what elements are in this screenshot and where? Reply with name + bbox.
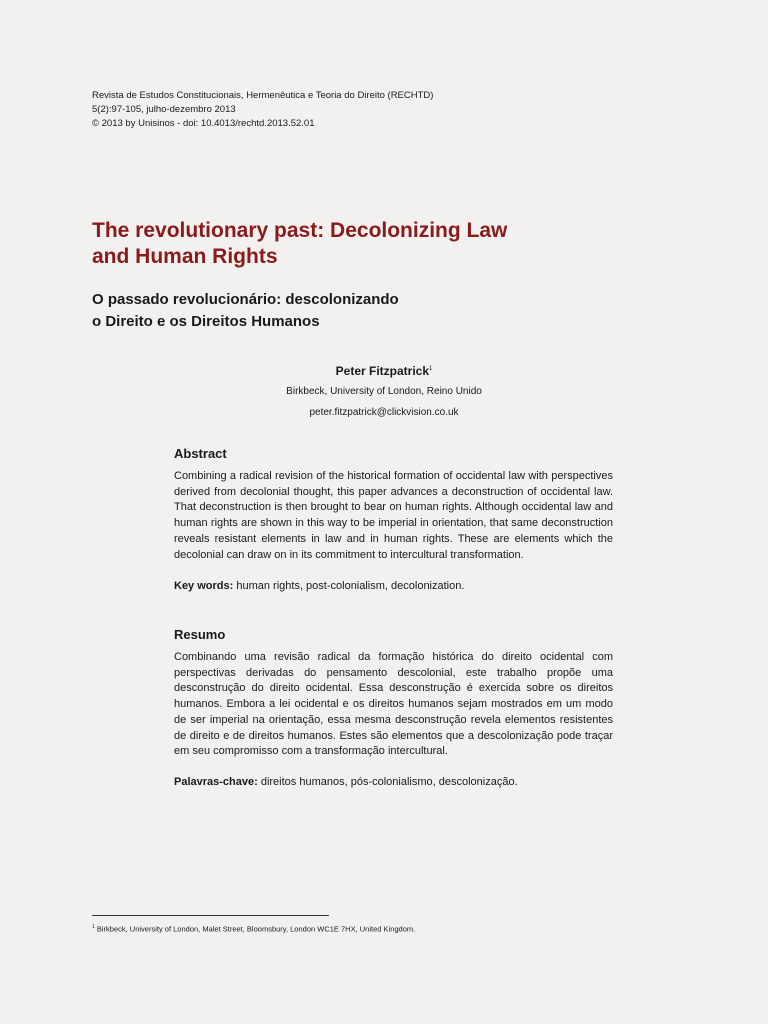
resumo-keywords-label: Palavras-chave: xyxy=(174,775,258,788)
journal-issue: 5(2):97-105, julho-dezembro 2013 xyxy=(92,104,236,115)
author-affiliation: Birkbeck, University of London, Reino Unido xyxy=(286,386,482,397)
resumo-heading: Resumo xyxy=(174,627,226,642)
resumo-section xyxy=(174,626,613,791)
abstract-keywords xyxy=(174,579,613,595)
article-subtitle-line-2: o Direito e os Direitos Humanos xyxy=(92,313,320,330)
resumo-text: Combinando uma revisão radical da formação histórica do direito ocidental com perspectivas derivadas do pensamento descolonial, este trabalho propõe uma desconstrução do direito ocidental. Essa desconstrução é exercida sobre os direitos humanos. Embora a lei ocidental e os direitos humanos sejam mostrados em um modo de ser imperial na orientação, essa mesma desconstrução revela elementos resistentes de direito e de direitos humanos. Estes são elementos que a descolonização pode traçar em seu compromisso com a transformação intercultural. xyxy=(174,651,613,758)
article-title xyxy=(92,218,612,270)
abstract-text: Combining a radical revision of the historical formation of occidental law with perspectives derived from decolonial thought, this paper advances a deconstruction of occidental law. That deconstruction is then brought to bear on human rights. Although occidental law and human rights are shown in this way to be imperial in orientation, that same deconstruction reveals resistant elements in law and in human rights. These are elements which the decolonial can draw on in its commitment to intercultural transformation. xyxy=(174,470,613,561)
journal-copyright: © 2013 by Unisinos - doi: 10.4013/rechtd.2013.52.01 xyxy=(92,118,315,129)
author-name: Peter Fitzpatrick xyxy=(335,364,430,378)
resumo-keywords-values: direitos humanos, pós-colonialismo, descolonização. xyxy=(257,775,518,788)
footnote-mark: 1 xyxy=(92,924,95,930)
author-email[interactable]: peter.fitzpatrick@clickvision.co.uk xyxy=(309,407,459,418)
author-footnote-mark: 1 xyxy=(429,366,433,372)
article-title-line-2: and Human Rights xyxy=(92,245,278,268)
abstract-keywords-label: Key words: xyxy=(174,580,234,593)
author-name-line xyxy=(92,360,676,380)
article-subtitle xyxy=(92,289,612,333)
journal-header xyxy=(92,89,433,131)
footnote-divider xyxy=(92,915,329,916)
footnote-text: Birkbeck, University of London, Malet Street, Bloomsbury, London WC1E 7HX, United Kingdom. xyxy=(94,924,416,934)
footnote xyxy=(92,922,415,935)
journal-name: Revista de Estudos Constitucionais, Hermenêutica e Teoria do Direito (RECHTD) xyxy=(92,90,434,101)
article-title-line-1: The revolutionary past: Decolonizing Law xyxy=(92,219,508,242)
article-subtitle-line-1: O passado revolucionário: descolonizando xyxy=(92,291,399,308)
resumo-keywords xyxy=(174,775,613,791)
abstract-keywords-values: human rights, post-colonialism, decolonization. xyxy=(233,580,465,593)
author-block xyxy=(92,360,676,422)
abstract-heading: Abstract xyxy=(174,446,227,461)
abstract-section xyxy=(174,445,613,595)
